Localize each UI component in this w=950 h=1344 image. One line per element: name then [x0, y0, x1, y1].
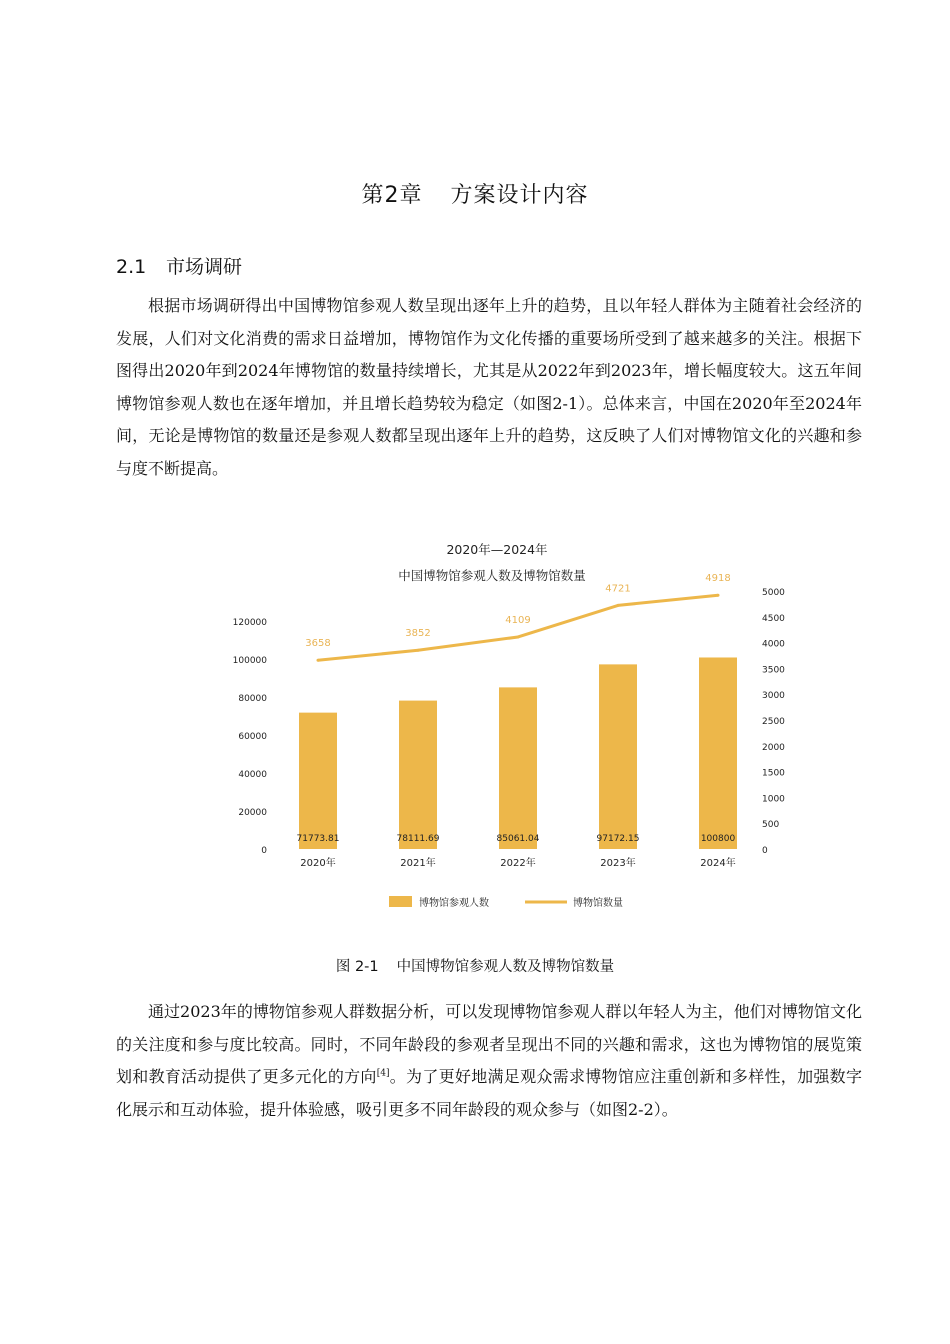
citation-ref: [4] — [376, 1068, 390, 1079]
right-axis-tick: 4500 — [762, 613, 785, 624]
chart-title: 2020年—2024年 — [446, 542, 548, 557]
line-value-label: 3852 — [405, 628, 431, 640]
right-axis-tick: 2000 — [762, 742, 785, 753]
bar-4 — [599, 664, 637, 849]
paragraph-visitor-analysis — [116, 996, 862, 1126]
line-point-4 — [617, 604, 620, 607]
bar-1 — [299, 713, 337, 849]
bar-value-label: 100800 — [700, 834, 736, 844]
paragraph2-text-b: 。为了更好地满足观众需求博物馆应注重创新和多样性，加强数字化展示和互动体验，提升体验感，吸引更多不同年龄段的观众参与（如图2-2）。 — [116, 1067, 862, 1119]
right-axis-tick: 1500 — [762, 768, 785, 779]
category-label: 2022年 — [500, 858, 536, 869]
legend-label-visitors: 博物馆参观人数 — [419, 898, 489, 909]
category-label: 2023年 — [600, 858, 636, 869]
right-axis-tick: 1000 — [762, 794, 785, 805]
section-number: 2.1 — [116, 256, 147, 278]
category-label: 2024年 — [700, 858, 736, 869]
line-point-2 — [417, 649, 420, 652]
line-point-1 — [317, 659, 320, 662]
combo-chart — [0, 530, 950, 930]
bar-2 — [399, 701, 437, 849]
section-title — [116, 252, 242, 279]
left-axis-tick: 100000 — [232, 656, 267, 666]
bar-value-label: 71773.81 — [296, 834, 340, 844]
left-axis-tick: 40000 — [238, 770, 267, 780]
line-point-3 — [517, 635, 520, 638]
left-axis-tick: 20000 — [238, 808, 267, 818]
right-axis-tick: 500 — [762, 820, 780, 831]
bar-value-label: 85061.04 — [496, 834, 540, 844]
right-axis-tick: 0 — [762, 846, 768, 856]
right-axis-tick: 2500 — [762, 717, 785, 727]
left-axis-tick: 60000 — [238, 732, 267, 742]
line-value-label: 4109 — [505, 614, 531, 626]
right-axis-tick: 5000 — [762, 588, 785, 598]
bar-3 — [499, 687, 537, 849]
chapter-title — [0, 178, 950, 209]
figure-2-1-chart — [0, 530, 950, 930]
figure-caption — [0, 955, 950, 976]
caption-number: 图 2-1 — [335, 959, 379, 975]
right-axis-tick: 3000 — [762, 691, 785, 702]
line-point-5 — [717, 594, 720, 597]
line-value-label: 3658 — [305, 638, 331, 650]
paragraph-market-research: 根据市场调研得出中国博物馆参观人数呈现出逐年上升的趋势，且以年轻人群体为主随着社会经济的发展，人们对文化消费的需求日益增加，博物馆作为文化传播的重要场所受到了越来越多的关注。根据下图得出2020年到2024年博物馆的数量持续增长，尤其是从2022年到2023年，增长幅度较大。这五年间博物馆参观人数也在逐年增加，并且增长趋势较为稳定（如图2-1）。总体来言，中国在2020年至2024年间，无论是博物馆的数量还是参观人数都呈现出逐年上升的趋势，这反映了人们对博物馆文化的兴趣和参与度不断提高。 — [116, 296, 862, 478]
bar-value-label: 97172.15 — [596, 834, 640, 844]
category-label: 2021年 — [400, 858, 436, 869]
right-axis-tick: 4000 — [762, 639, 785, 650]
bar-value-label: 78111.69 — [396, 834, 440, 844]
line-value-label: 4918 — [705, 573, 731, 585]
category-label: 2020年 — [300, 858, 336, 869]
chapter-name: 方案设计内容 — [450, 183, 589, 208]
section-name: 市场调研 — [166, 256, 243, 278]
chart-subtitle: 中国博物馆参观人数及博物馆数量 — [398, 568, 586, 583]
left-axis-tick: 120000 — [232, 618, 267, 628]
chapter-number: 第2章 — [361, 183, 423, 208]
legend-label-museum-count: 博物馆数量 — [573, 898, 623, 909]
paragraph2-text-a: 通过2023年的博物馆参观人群数据分析，可以发现博物馆参观人群以年轻人为主，他们对博物馆文化的关注度和参与度比较高。同时，不同年龄段的参观者呈现出不同的兴趣和需求，这也为博物馆的展览策划和教育活动提供了更多元化的方向 — [116, 1002, 862, 1086]
left-axis-tick: 0 — [261, 846, 267, 856]
line-value-label: 4721 — [605, 583, 631, 595]
left-axis-tick: 80000 — [238, 694, 267, 704]
legend-swatch-bar — [389, 896, 412, 907]
right-axis-tick: 3500 — [762, 665, 785, 676]
series-line-museum-count — [318, 595, 718, 660]
caption-text: 中国博物馆参观人数及博物馆数量 — [396, 959, 615, 975]
bar-5 — [699, 657, 737, 849]
